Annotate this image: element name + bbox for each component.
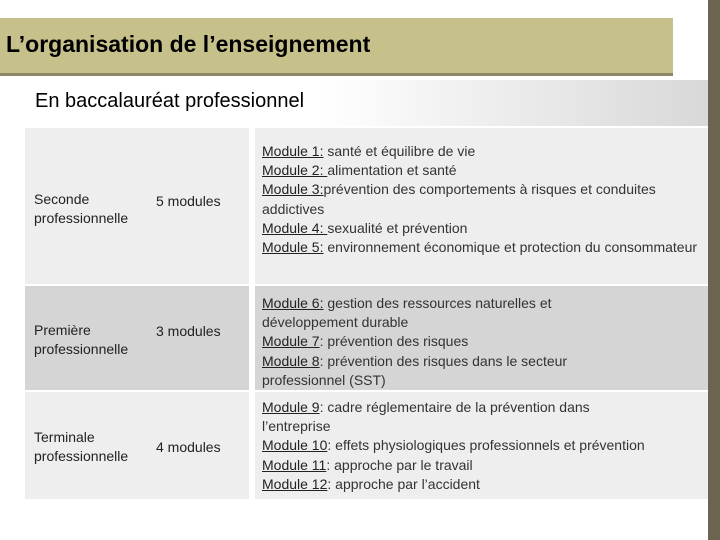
- module-item: Module 3:prévention des comportements à risques et conduites addictives: [262, 181, 656, 217]
- level-label: Première professionnelle: [34, 322, 129, 357]
- module-item: Module 2: alimentation et santé: [262, 162, 457, 179]
- module-item: Module 9: cadre réglementaire de la prévention dans l’entreprise: [262, 399, 590, 435]
- module-item: Module 7: prévention des risques: [262, 333, 469, 350]
- table-row: [25, 128, 708, 286]
- module-list: [262, 294, 622, 390]
- table-row: [25, 392, 708, 499]
- subtitle-band: [0, 80, 708, 126]
- module-item: Module 11: approche par le travail: [262, 456, 473, 473]
- column-divider: [249, 128, 255, 499]
- title-bar: [0, 18, 673, 76]
- right-decorative-bar: [708, 0, 720, 540]
- module-list: [262, 398, 708, 494]
- table-row: [25, 286, 708, 392]
- curriculum-table: [25, 128, 708, 499]
- level-label: Terminale professionnelle: [34, 429, 129, 464]
- module-count: 3 modules: [156, 323, 221, 339]
- module-item: Module 10: effets physiologiques professionnels et prévention: [262, 437, 645, 454]
- module-list: [262, 142, 702, 257]
- module-item: Module 5: environnement économique et protection du consommateur: [262, 239, 698, 256]
- title-underline: [0, 73, 673, 76]
- module-item: Module 12: approche par l’accident: [262, 475, 480, 492]
- module-item: Module 1: santé et équilibre de vie: [262, 143, 476, 159]
- module-count: 5 modules: [156, 193, 221, 209]
- module-item: Module 4: sexualité et prévention: [262, 219, 468, 236]
- subtitle: En baccalauréat professionnel: [35, 90, 305, 112]
- module-item: Module 8: prévention des risques dans le secteur professionnel (SST): [262, 352, 568, 388]
- page-title: L’organisation de l’enseignement: [6, 31, 371, 57]
- module-count: 4 modules: [156, 439, 221, 455]
- level-label: Seconde professionnelle: [34, 191, 129, 226]
- module-item: Module 6: gestion des ressources naturelles et développement durable: [262, 295, 552, 331]
